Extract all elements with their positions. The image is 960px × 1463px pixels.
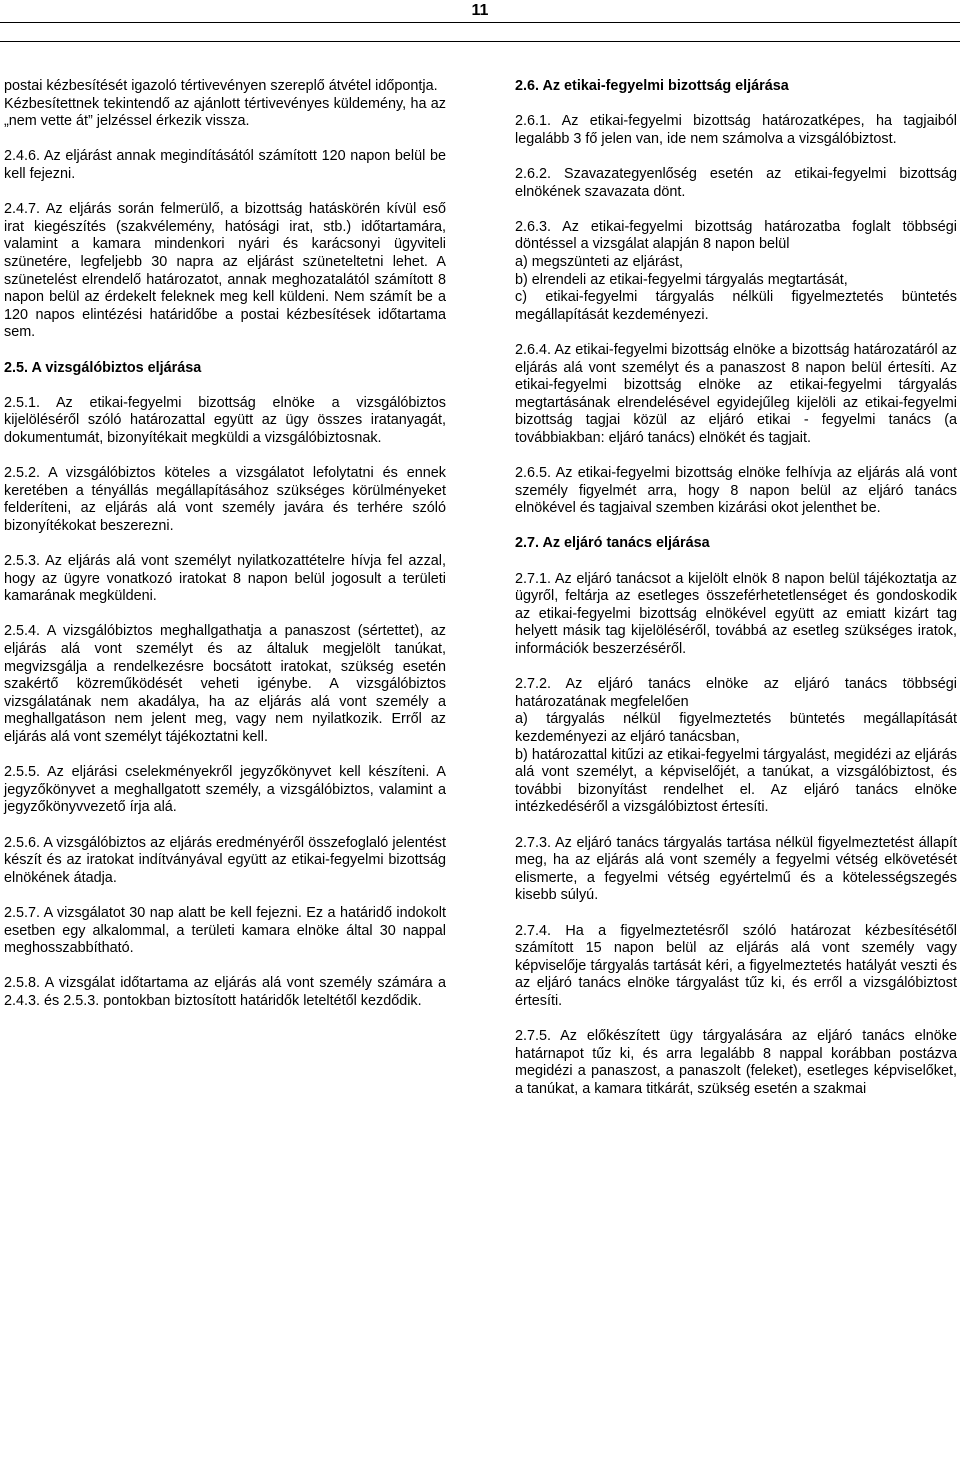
paragraph-line: a) megszünteti az eljárást,	[515, 253, 683, 270]
paragraph-line: b) elrendeli az etikai-fegyelmi tárgyalás megtartását,	[515, 271, 848, 288]
paragraph-line: 2.5.3. Az eljárás alá vont személyt nyilatkozattételre hívja fel azzal, hogy az ügyre vonatkozó iratokat 8 napon belül jogosult a területi kamarának megküldeni.	[4, 553, 446, 605]
paragraph-line: b) határozattal kitűzi az etikai-fegyelmi tárgyalást, megidézi az eljárás alá vont személyt, a képviselőjét, a tanúkat, a vizsgálóbiztost, és további bizonyítást rendelhet el. Az eljáró tanács elnöke intézkedéséről a vizsgálóbiztost értesíti.	[515, 746, 957, 816]
paragraph-line: 2.5.2. A vizsgálóbiztos köteles a vizsgálatot lefolytatni és ennek keretében a tényállás megállapításához szükséges körülményeket felderíteni, az eljárás alá vont személy javára és terhére szóló bizonyítékokat beszerezni.	[4, 465, 446, 534]
paragraph	[4, 553, 446, 606]
paragraph-line: 2.6.4. Az etikai-fegyelmi bizottság elnöke a bizottság határozatáról az eljárás alá vont személyt és a panaszost 8 napon belül értesíti. Az etikai-fegyelmi bizottság elnöke az etikai-fegyelmi tárgyalás megtartásának elrendelésével egyidejűleg kijelöli az etikai-fegyelmi bizottság tagjai közül az eljáró etikai - fegyelmi tanács (a továbbiakban: eljáró tanács) elnökét és tagjait.	[515, 341, 957, 446]
section-heading: 2.7. Az eljáró tanács eljárása	[515, 535, 710, 552]
paragraph-line: postai kézbesítését igazoló tértivevényen szereplő átvétel időpontja.	[4, 78, 438, 94]
paragraph	[4, 78, 446, 131]
paragraph	[4, 764, 446, 817]
paragraph-line: 2.7.3. Az eljáró tanács tárgyalás tartása nélkül figyelmeztetést állapít meg, ha az eljárás alá vont személy a fegyelmi vétség elkövetését elismerte, a fegyelmi vétség egyértelmű és a kötelességszegés kisebb súlyú.	[515, 834, 957, 904]
paragraph	[4, 465, 446, 535]
paragraph-line: 2.4.6. Az eljárást annak megindításától számított 120 napon belül be kell fejezni.	[4, 148, 446, 182]
paragraph	[4, 148, 446, 183]
paragraph-line: 2.6.2. Szavazategyenlőség esetén az etikai-fegyelmi bizottság elnökének szavazata dönt.	[515, 165, 957, 200]
paragraph	[4, 623, 446, 746]
paragraph	[515, 219, 957, 325]
paragraph	[515, 571, 957, 659]
header-rule	[0, 22, 960, 42]
paragraph	[515, 113, 957, 148]
paragraph	[4, 395, 446, 448]
page-number: 11	[471, 2, 489, 19]
paragraph-line: 2.5.8. A vizsgálat időtartama az eljárás alá vont személy számára a 2.4.3. és 2.5.3. pontokban biztosított határidők leteltétől kezdődik.	[4, 975, 446, 1009]
paragraph-line: 2.5.4. A vizsgálóbiztos meghallgathatja a panaszost (sértettet), az eljárás alá vont személyt és az általuk megjelölt tanúkat, megvizsgálja a rendelkezésre bocsátott iratokat, szükség esetén szakértő közreműködését veheti igénybe. A vizsgálóbiztos vizsgálatának nem akadálya, ha az eljárás alá vont személy a meghallgatáson nem jelent meg, vagy nem nyilatkozik. Erről az eljárás alá vont személyt tájékoztatni kell.	[4, 623, 446, 745]
paragraph-line: 2.6.3. Az etikai-fegyelmi bizottság határozatba foglalt többségi döntéssel a vizsgálat alapján 8 napon belül	[515, 218, 957, 253]
paragraph	[515, 923, 957, 1011]
paragraph	[515, 1028, 957, 1098]
paragraph-line: a) tárgyalás nélkül figyelmeztetés büntetés megállapítását kezdeményezi az eljáró tanácsban,	[515, 711, 957, 745]
paragraph-line: 2.4.7. Az eljárás során felmerülő, a bizottság hatáskörén kívül eső irat kiegészítés (szakvélemény, hatósági irat, stb.) időtartamára, valamint a kamara mindenkori nyári és karácsonyi ügyviteli szünetére, legfeljebb 30 napra az eljárást szüneteltetni lehet. A szünetelést elrendelő határozatot, annak meghozatalától számított 8 napon belül az érdekelt feleknek meg kell küldeni. Nem számít be a 120 napos elintézési határidőbe a postai kézbesítések időtartama sem.	[4, 201, 446, 341]
right-column	[515, 78, 957, 1116]
paragraph-line: 2.5.7. A vizsgálatot 30 nap alatt be kell fejezni. Ez a határidő indokolt esetben egy alkalommal, a területi kamara elnöke által 30 nappal meghosszabbítható.	[4, 904, 446, 957]
paragraph	[4, 201, 446, 342]
paragraph-line: 2.7.2. Az eljáró tanács elnöke az eljáró tanács többségi határozatának megfelelően	[515, 676, 957, 710]
paragraph	[515, 676, 957, 817]
paragraph	[4, 975, 446, 1010]
paragraph-line: 2.7.4. Ha a figyelmeztetésről szóló határozat kézbesítésétől számított 15 napon belül az eljárás alá vont személy vagy képviselője tárgyalás tartását kéri, a figyelmeztetés hatályát veszti és az eljáró tanács elnöke tárgyalást tűz ki, és erről a vizsgálóbiztost értesíti.	[515, 922, 957, 1009]
section-heading: 2.6. Az etikai-fegyelmi bizottság eljárása	[515, 78, 789, 94]
paragraph-line: 2.5.1. Az etikai-fegyelmi bizottság elnöke a vizsgálóbiztos kijelöléséről szóló határozattal együtt az ügy összes iratanyagát, dokumentumát, bizonyítékait megküldi a vizsgálóbiztosnak.	[4, 394, 446, 446]
paragraph-line: 2.5.5. Az eljárási cselekményekről jegyzőkönyvet kell készíteni. A jegyzőkönyvet a meghallgatott személy, a vizsgálóbiztos, valamint a jegyzőkönyvvezető írja alá.	[4, 764, 446, 816]
section-heading: 2.5. A vizsgálóbiztos eljárása	[4, 359, 202, 376]
paragraph	[515, 465, 957, 518]
paragraph	[515, 342, 957, 448]
left-column	[4, 78, 446, 1028]
paragraph-line: 2.7.1. Az eljáró tanácsot a kijelölt elnök 8 napon belül tájékoztatja az ügyről, feltárja az esetleges összeférhetetlenséget és gondoskodik az etikai-fegyelmi bizottság elnökével együtt az emiatt kizárt tag helyett másik tag kijelöléséről, továbbá az esetleg szükséges iratok, információk beszerzéséről.	[515, 570, 957, 657]
paragraph	[4, 905, 446, 958]
paragraph-line: 2.5.6. A vizsgálóbiztos az eljárás eredményéről összefoglaló jelentést készít és az iratokat indítványával együtt az etikai-fegyelmi bizottság elnökének átadja.	[4, 834, 446, 886]
paragraph-line: 2.6.1. Az etikai-fegyelmi bizottság határozatképes, ha tagjaiból legalább 3 fő jelen van, ide nem számolva a vizsgálóbiztost.	[515, 113, 957, 147]
paragraph-line: c) etikai-fegyelmi tárgyalás nélküli figyelmeztetés büntetés megállapítását kezdeményezi.	[515, 289, 957, 323]
paragraph	[515, 166, 957, 201]
paragraph	[515, 835, 957, 905]
paragraph-line: 2.6.5. Az etikai-fegyelmi bizottság elnöke felhívja az eljárás alá vont személy figyelmét arra, hogy 8 napon belül az eljáró tanács elnökével és tagjaival szemben kizárási okot jelenthet be.	[515, 465, 957, 517]
paragraph	[4, 835, 446, 888]
paragraph-line: 2.7.5. Az előkészített ügy tárgyalására az eljáró tanács elnöke határnapot tűz ki, és arra legalább 8 nappal korábban postázva megidézi a panaszost, a panaszolt (feleket), esetleges képviselőket, a tanúkat, a kamara titkárát, szükség esetén a szakmai	[515, 1028, 957, 1097]
paragraph-line: Kézbesítettnek tekintendő az ajánlott tértivevényes küldemény, ha az „nem vette át” jelzéssel érkezik vissza.	[4, 95, 446, 130]
